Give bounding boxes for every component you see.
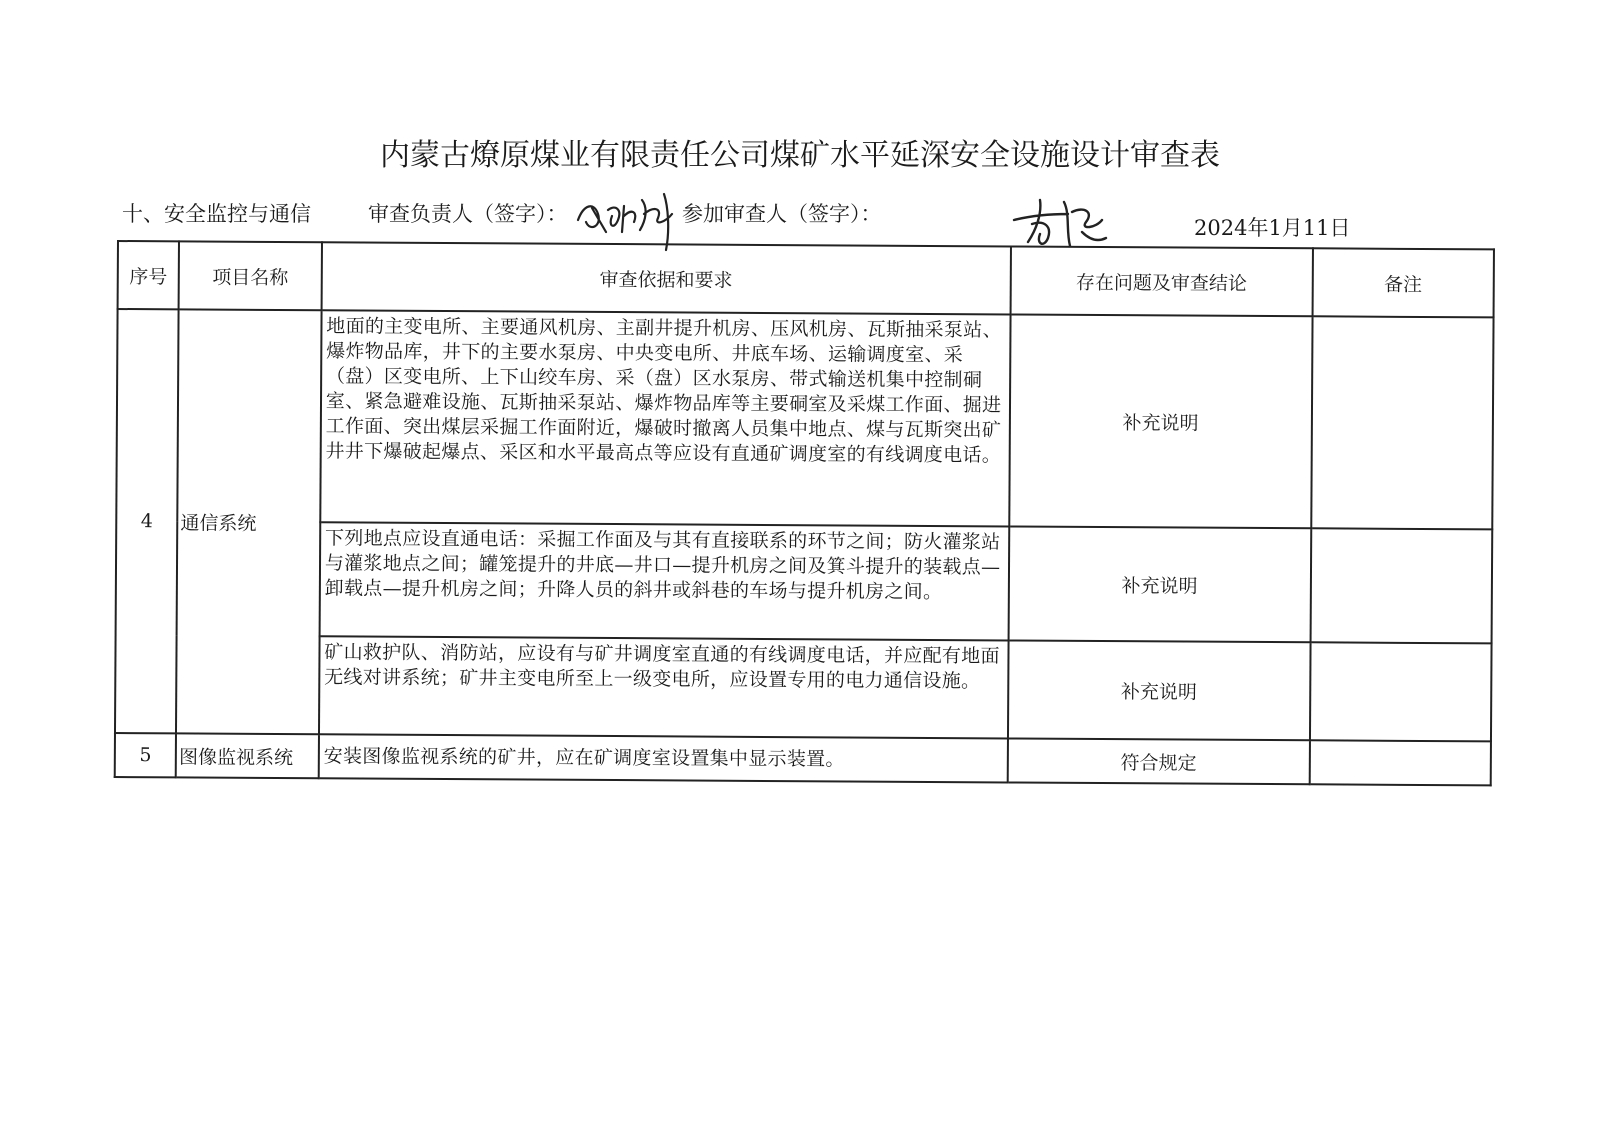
conclusion-text: 补充说明 (1008, 640, 1310, 740)
header-seq: 序号 (118, 241, 180, 309)
row-item-name: 通信系统 (176, 309, 321, 734)
requirement-text: 地面的主变电所、主要通风机房、主副井提升机房、压风机房、瓦斯抽采泵站、爆炸物品库，井下的主要水泵房、中央变电所、井底车场、运输调度室、采（盘）区变电所、上下山绞车房、采（盘）区水泵房、带式输送机集中控制硐室、紧急避难设施、瓦斯抽采泵站、爆炸物品库等主要硐室及采煤工作面、掘进工作面、突出煤层采掘工作面附近，爆破时撤离人员集中地点、煤与瓦斯突出矿井井下爆破起爆点、采区和水平最高点等应设有直通矿调度室的有线调度电话。 (320, 310, 1010, 526)
table-row (115, 635, 1492, 741)
document-title: 内蒙古燎原煤业有限责任公司煤矿水平延深安全设施设计审查表 (380, 138, 1220, 173)
row-seq: 4 (115, 309, 179, 733)
remark-cell (1309, 642, 1491, 741)
participant-label: 参加审查人（签字）： (682, 202, 882, 226)
header-item: 项目名称 (179, 241, 322, 310)
requirement-text: 矿山救护队、消防站，应设有与矿井调度室直通的有线调度电话，并应配有地面无线对讲系统；矿井主变电所至上一级变电所，应设置专用的电力通信设施。 (319, 636, 1009, 738)
conclusion-text: 符合规定 (1008, 738, 1310, 784)
row-seq: 5 (115, 733, 176, 777)
table-row (116, 309, 1493, 529)
review-table (114, 240, 1495, 786)
header-remark: 备注 (1312, 248, 1494, 317)
table-row (115, 733, 1491, 785)
remark-cell (1310, 528, 1492, 643)
section-heading: 十、安全监控与通信 (122, 202, 311, 226)
remark-cell (1309, 740, 1491, 785)
remark-cell (1311, 316, 1494, 529)
header-basis: 审查依据和要求 (321, 242, 1010, 314)
review-date: 2024年1月11日 (1194, 216, 1351, 240)
row-item-name: 图像监视系统 (176, 733, 319, 778)
reviewer-lead-label: 审查负责人（签字）： (368, 202, 568, 226)
requirement-text: 安装图像监视系统的矿井，应在矿调度室设置集中显示装置。 (319, 734, 1008, 782)
conclusion-text: 补充说明 (1009, 314, 1312, 528)
conclusion-text: 补充说明 (1008, 526, 1310, 642)
table-row (116, 521, 1493, 643)
table-header-row (118, 241, 1494, 317)
header-conclusion: 存在问题及审查结论 (1010, 246, 1312, 316)
requirement-text: 下列地点应设直通电话：采掘工作面及与其有直接联系的环节之间；防火灌浆站与灌浆地点之间；罐笼提升的井底—井口—提升机房之间及箕斗提升的装载点—卸载点—提升机房之间；升降人员的斜井或斜巷的车场与提升机房之间。 (319, 522, 1009, 640)
